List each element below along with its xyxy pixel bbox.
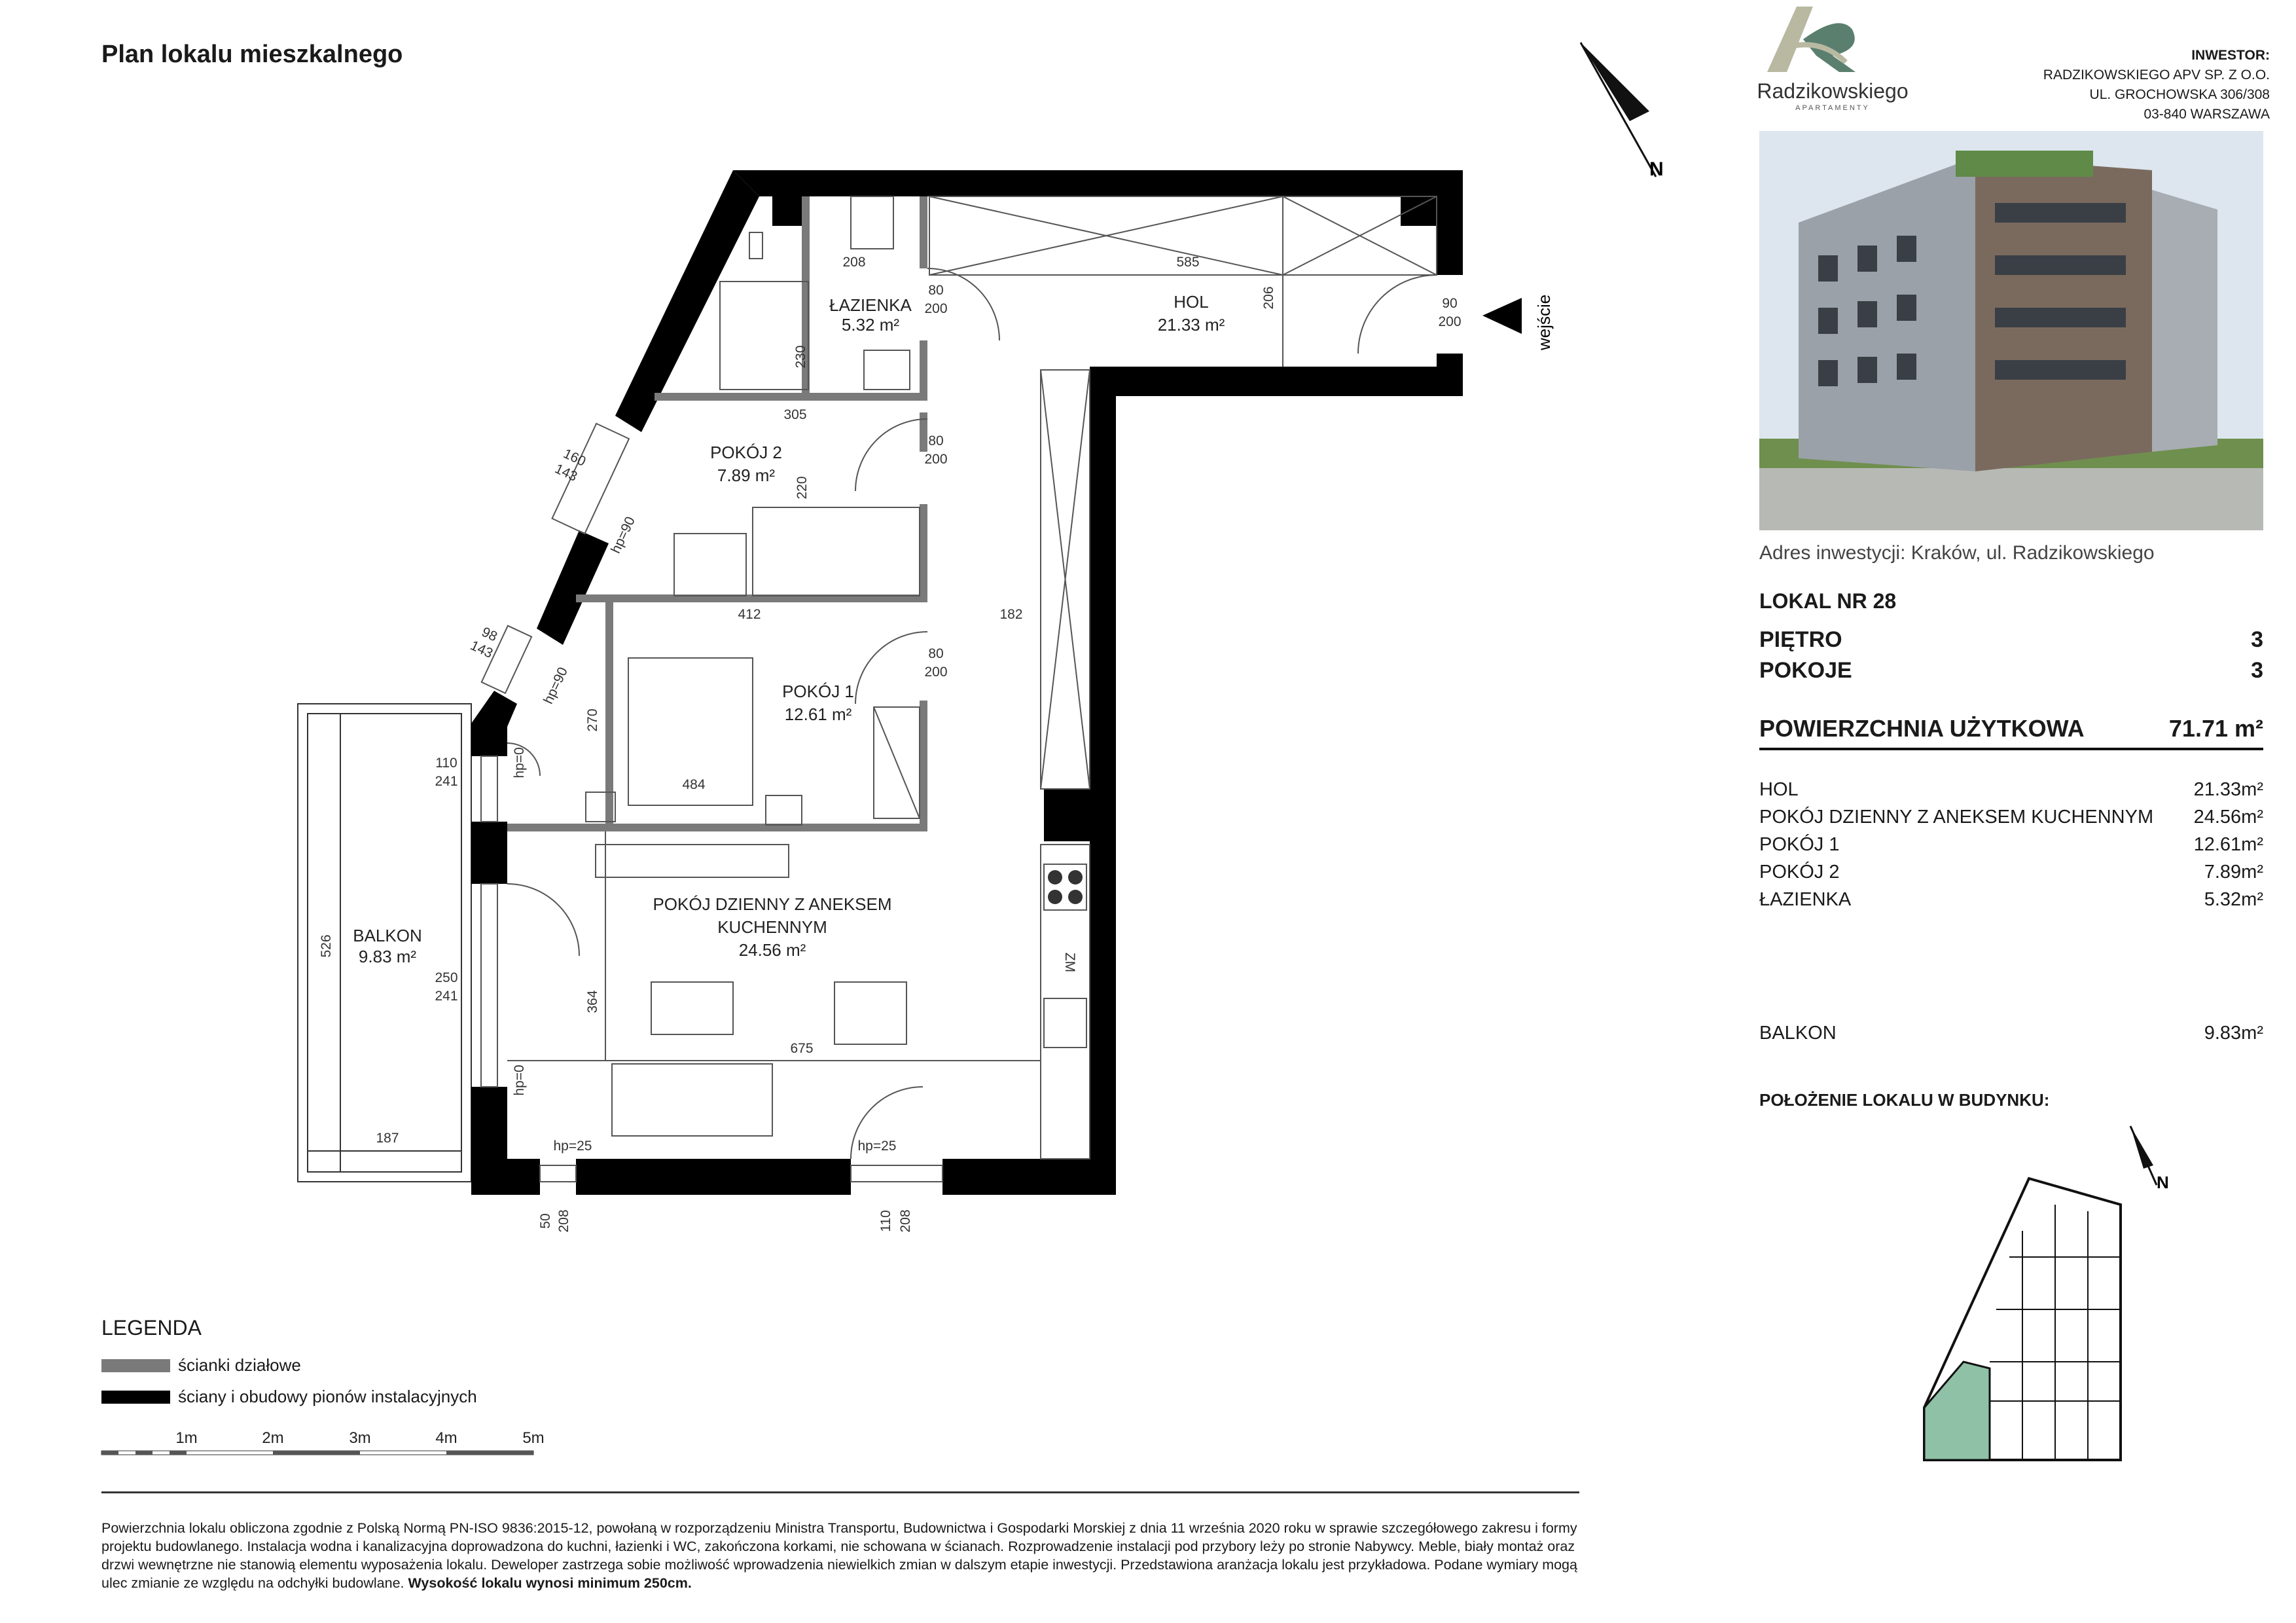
- footnote-bold: Wysokość lokalu wynosi minimum 250cm.: [408, 1575, 692, 1591]
- desk-room2: [674, 534, 746, 596]
- room-name: POKÓJ 1: [1759, 834, 1840, 855]
- burner-3: [1048, 890, 1062, 904]
- legend-walls-label: ściany i obudowy pionów instalacyjnych: [178, 1387, 477, 1406]
- cooktop: [1044, 864, 1086, 910]
- dining-table: [834, 982, 906, 1044]
- dim-412: 412: [738, 607, 761, 622]
- dim-484: 484: [682, 777, 706, 792]
- door-bath-h: 200: [924, 301, 948, 316]
- room-label-lazienka: ŁAZIENKA: [829, 295, 912, 315]
- scale-2m: 2m: [262, 1429, 284, 1447]
- balcony-door-1: [481, 756, 497, 822]
- hp-bottom1: hp=25: [553, 1139, 592, 1154]
- structural-walls: [471, 170, 1463, 1195]
- balcony-door-2: [481, 884, 497, 1087]
- burner-1: [1048, 870, 1062, 884]
- bed-room2: [753, 507, 920, 596]
- floor-row: [1759, 627, 2263, 653]
- room-label-pokoj2: POKÓJ 2: [710, 443, 782, 462]
- footer-divider: [101, 1491, 1579, 1493]
- dim-364: 364: [585, 990, 600, 1013]
- room-label-living: POKÓJ DZIENNY Z ANEKSEM: [653, 894, 892, 914]
- kitchen-sink: [1044, 998, 1086, 1048]
- room2-partition-top: [920, 412, 927, 452]
- usable-area-row: [1759, 715, 2263, 750]
- room-label-balkon: BALKON: [353, 926, 422, 945]
- logo-sub: APARTAMENTY: [1795, 104, 1870, 112]
- legend-title: LEGENDA: [101, 1316, 202, 1340]
- bdoor2-w: 250: [435, 970, 458, 985]
- building-render: [1759, 131, 2263, 530]
- render-roof-green: [1956, 151, 2093, 177]
- hp-bottom2: hp=25: [857, 1139, 897, 1154]
- room-name: POKÓJ 2: [1759, 862, 1840, 883]
- room-area: 24.56m²: [2193, 807, 2263, 828]
- plan-lines: [481, 196, 1437, 1182]
- left-wall-1: [471, 723, 507, 756]
- door-room2-w: 80: [928, 433, 944, 448]
- mini-north-label: N: [2157, 1173, 2169, 1192]
- dim-230: 230: [793, 345, 808, 369]
- zm-label: ZM: [1062, 952, 1077, 973]
- room-row: [1759, 862, 2263, 883]
- area-label: POWIERZCHNIA UŻYTKOWA: [1759, 715, 2085, 742]
- mini-unit-highlight: [1924, 1362, 1990, 1460]
- footnote-text: Powierzchnia lokalu obliczona zgodnie z Polską Normą PN-ISO 9836:2015-12, powołaną w rozporządzeniu Ministra Transportu, Budownictwa i Gospodarki Morskiej z dnia 11 września 2020 roku w sprawie szczegółowego zakresu i formy projektu budowlanego. Instalacja wodna i kanalizacyjna doprowadzona do kuchni, łazienki i WC, zakończona korkami, nie schowana w ścianach. Rozprowadzenie instalacji pod przybory leży po stronie Nabywcy. Meble, biały montaż oraz drzwi wewnętrzne nie stanowią elementu wyposażenia lokalu. Deweloper zastrzega sobie możliwość wprowadzenia niewielkich zmian w dalszym etapie inwestycji. Przedstawiona aranżacja lokalu jest przykładowa. Podane wymiary mogą ulec zmianie ze względu na odchyłki budowlane.: [101, 1520, 1577, 1591]
- bottom-wall-2: [576, 1159, 851, 1195]
- page-title: Plan lokalu mieszkalnego: [101, 41, 403, 68]
- bdoor1-h: 241: [435, 774, 458, 789]
- hp-room1: hp=90: [541, 665, 571, 706]
- dim-675: 675: [790, 1041, 814, 1056]
- top-wall: [733, 170, 1463, 226]
- investor-street: UL. GROCHOWSKA 306/308: [2089, 87, 2270, 102]
- dim-187: 187: [376, 1131, 399, 1146]
- bottom-wall-3: [942, 1159, 1116, 1195]
- room1-partition: [920, 701, 927, 831]
- corridor-wall: [1090, 367, 1463, 1195]
- scale-1m: 1m: [175, 1429, 198, 1447]
- render-ground: [1759, 458, 2263, 530]
- dim-208: 208: [842, 255, 866, 270]
- nightstand-2: [766, 795, 802, 825]
- mini-north-arrow: [2130, 1126, 2169, 1192]
- room-area: 7.89m²: [2204, 862, 2263, 883]
- door-room1-h: 200: [924, 665, 948, 680]
- wardrobe-room1-x: [874, 707, 920, 818]
- bdoor1-w: 110: [435, 756, 457, 771]
- footnote: [101, 1519, 1587, 1592]
- partition-walls: [507, 196, 927, 831]
- bath-partition-right-top: [920, 196, 927, 268]
- hp-room2: hp=90: [608, 514, 638, 556]
- rooms-row: [1759, 658, 2263, 684]
- hp-balcony1: hp=0: [512, 747, 527, 778]
- room-area-hol: 21.33 m²: [1157, 315, 1225, 335]
- bath-bottom: [655, 393, 927, 401]
- room-name: POKÓJ DZIENNY Z ANEKSEM KUCHENNYM: [1759, 807, 2154, 828]
- room-row: [1759, 889, 2263, 911]
- location-label: POŁOŻENIE LOKALU W BUDYNKU:: [1759, 1090, 2050, 1110]
- toilet: [851, 196, 893, 249]
- legend-partition-label: ścianki działowe: [178, 1355, 301, 1375]
- burner-2: [1068, 870, 1083, 884]
- win-bottom1-w: 50: [538, 1213, 553, 1229]
- investor-name: RADZIKOWSKIEGO APV SP. Z O.O.: [2043, 67, 2270, 82]
- balcony-name: BALKON: [1759, 1023, 1837, 1044]
- burner-4: [1068, 890, 1083, 904]
- room1-bottom: [507, 824, 927, 831]
- area-value: 71.71 m²: [2168, 715, 2263, 742]
- shower: [720, 282, 808, 390]
- logo: [1741, 0, 1924, 111]
- scale-5m: 5m: [522, 1429, 545, 1447]
- dim-220: 220: [795, 476, 810, 500]
- win-bottom2-w: 110: [878, 1210, 893, 1232]
- legend-walls: [101, 1387, 477, 1407]
- bdoor2-h: 241: [435, 989, 458, 1004]
- bottom-wall-1: [471, 1159, 540, 1195]
- north-arrow: [1581, 43, 1664, 180]
- building-location-map: [1911, 1126, 2186, 1467]
- room-row: [1759, 807, 2263, 828]
- investor-title: INWESTOR:: [2191, 48, 2270, 63]
- dim-305: 305: [783, 407, 807, 422]
- north-label: N: [1649, 158, 1664, 180]
- scale-3m: 3m: [349, 1429, 371, 1447]
- room2-partition: [920, 504, 927, 602]
- legend-partition: [101, 1355, 301, 1376]
- north-arrow-head: [1581, 43, 1649, 121]
- rooms-value: 3: [2251, 658, 2263, 683]
- entrance-arrow: [1482, 298, 1522, 334]
- floor-label: PIĘTRO: [1759, 627, 1842, 652]
- room-area: 5.32m²: [2204, 889, 2263, 910]
- legend-swatch-partition: [101, 1359, 170, 1372]
- door-room2-h: 200: [924, 452, 948, 467]
- door-swing-balcony-2: [507, 884, 579, 956]
- logo-brand: Radzikowskiego: [1757, 79, 1909, 103]
- tv-unit: [596, 845, 789, 877]
- door-swing-room2: [855, 419, 927, 491]
- win-bottom1-h: 208: [556, 1209, 571, 1233]
- entrance-label: wejście: [1534, 294, 1554, 350]
- room-area-balkon: 9.83 m²: [358, 947, 417, 966]
- render-facade-far: [2152, 190, 2217, 452]
- sink: [864, 350, 910, 390]
- door-swing-entry: [1358, 275, 1437, 354]
- room-area: 21.33m²: [2193, 779, 2263, 800]
- legend-swatch-walls: [101, 1391, 170, 1404]
- dim-270: 270: [585, 708, 600, 732]
- diagonal-wall-2: [537, 530, 609, 645]
- floor-value: 3: [2251, 627, 2263, 652]
- scale-bar: [101, 1427, 560, 1467]
- door-swing-room1: [855, 632, 927, 704]
- door-entry-h: 200: [1438, 314, 1462, 329]
- room-area-pokoj1: 12.61 m²: [784, 704, 852, 724]
- coffee-table: [651, 982, 733, 1034]
- room-name: HOL: [1759, 779, 1799, 800]
- room-area: 12.61m²: [2193, 834, 2263, 855]
- room-row: [1759, 779, 2263, 801]
- win-room1-w: 98: [479, 624, 500, 645]
- unit-label: LOKAL NR 28: [1759, 589, 1897, 613]
- bath-partition-right-bottom: [920, 340, 927, 399]
- room-area-pokoj2: 7.89 m²: [717, 465, 776, 485]
- hp-balcony2: hp=0: [512, 1065, 527, 1096]
- rooms-label: POKOJE: [1759, 658, 1852, 683]
- unit-number: [1759, 589, 2263, 613]
- dim-182: 182: [999, 607, 1023, 622]
- dim-526: 526: [319, 934, 334, 958]
- room-label-pokoj1: POKÓJ 1: [782, 682, 854, 701]
- room-name: ŁAZIENKA: [1759, 889, 1852, 910]
- room-area-lazienka: 5.32 m²: [841, 315, 900, 335]
- investment-address: Adres inwestycji: Kraków, ul. Radzikowskiego: [1759, 542, 2155, 564]
- diagonal-wall-3: [471, 691, 517, 727]
- installation-shaft: [1044, 789, 1090, 841]
- dim-585: 585: [1176, 255, 1200, 270]
- room-area-living: 24.56 m²: [738, 940, 806, 960]
- door-bath-w: 80: [928, 283, 944, 298]
- investor-block: [2043, 46, 2270, 124]
- balcony-area: 9.83m²: [2204, 1023, 2263, 1044]
- entry-wall-top: [1437, 173, 1463, 275]
- washer: [749, 232, 762, 259]
- sofa: [612, 1064, 772, 1136]
- win-room2-w: 160: [561, 446, 588, 469]
- room-row: [1759, 834, 2263, 856]
- window-bottom-2: [851, 1165, 942, 1182]
- investor-city: 03-840 WARSZAWA: [2144, 107, 2270, 122]
- kitchen-counter: [1041, 845, 1090, 1159]
- room-label-hol: HOL: [1174, 292, 1209, 312]
- door-entry-w: 90: [1442, 296, 1458, 311]
- door-room1-w: 80: [928, 646, 944, 661]
- window-bottom-1: [540, 1165, 576, 1182]
- balcony-row: [1759, 1023, 2263, 1044]
- scale-4m: 4m: [435, 1429, 457, 1447]
- win-room1-h: 143: [468, 638, 495, 661]
- win-bottom2-h: 208: [898, 1209, 913, 1233]
- cooktop-burners: [1048, 870, 1083, 904]
- left-wall-2: [471, 822, 507, 884]
- win-room2-h: 143: [552, 461, 580, 484]
- dim-206: 206: [1261, 286, 1276, 310]
- room-label-living-2: KUCHENNYM: [717, 917, 827, 937]
